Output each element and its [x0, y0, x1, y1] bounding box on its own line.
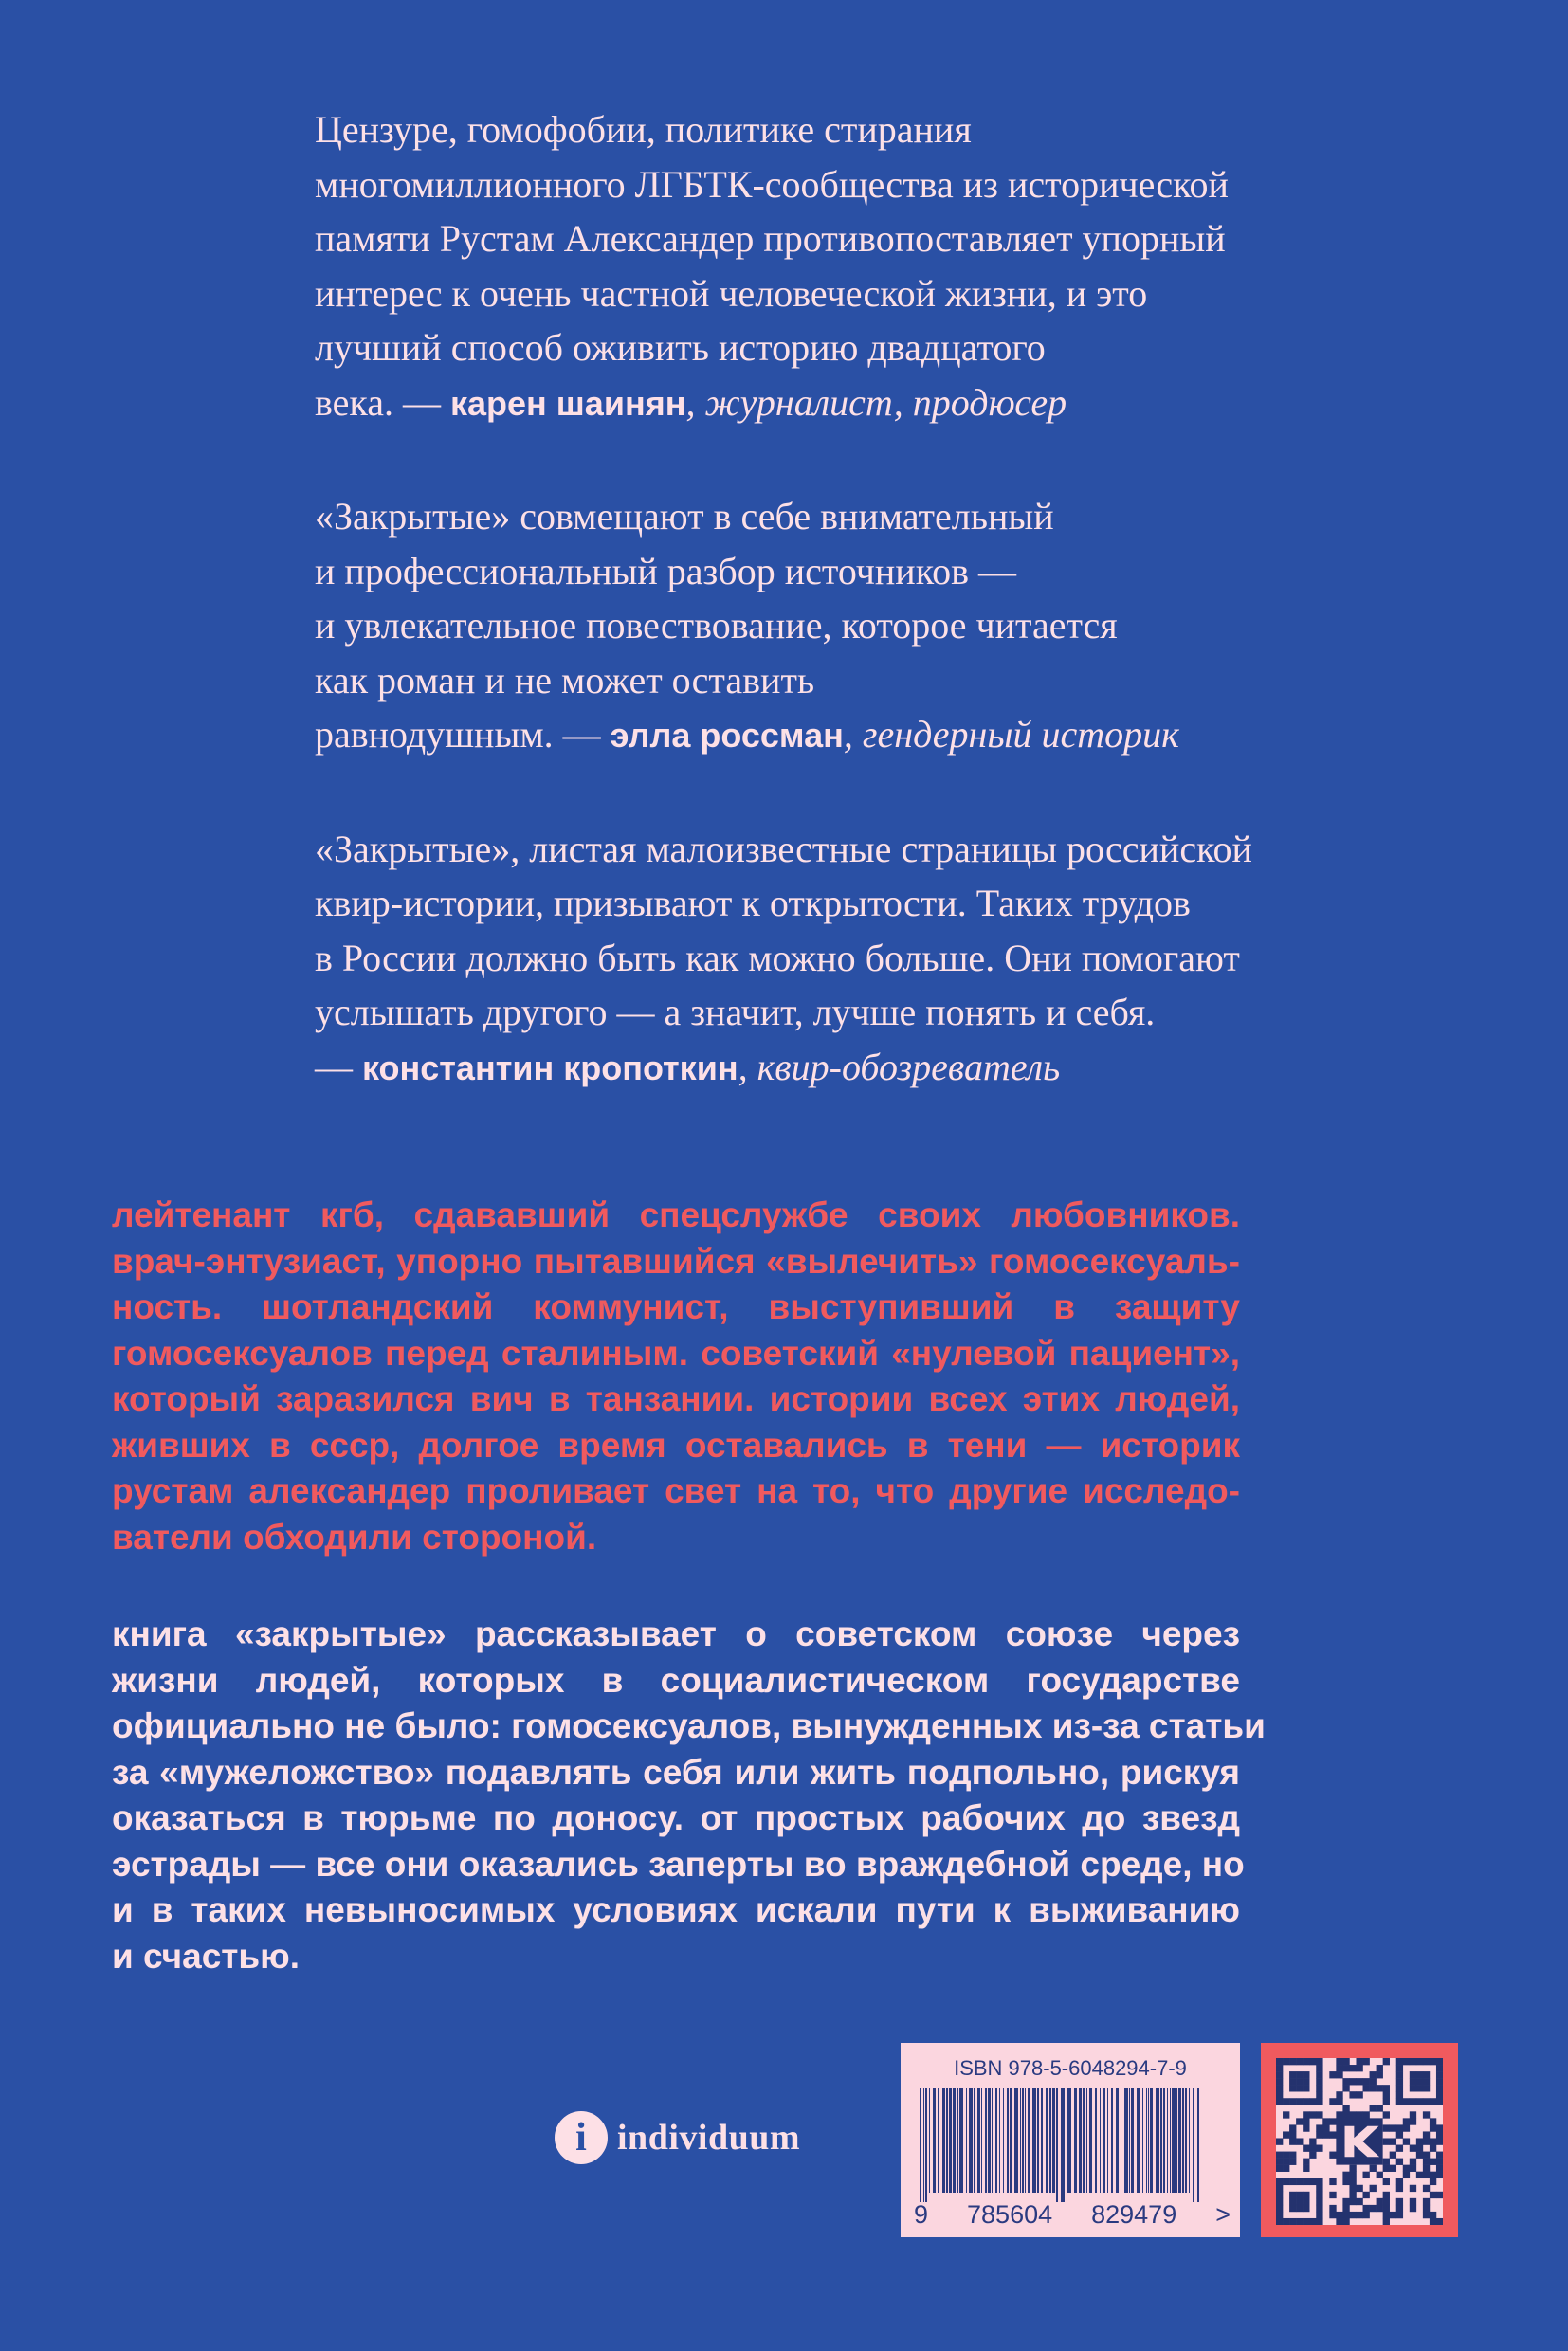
- blurb-line: и счастью.: [112, 1936, 301, 1976]
- quote-line: квир-истории, призывают к открытости. Таких трудов: [315, 882, 1191, 924]
- barcode-bar: [942, 2088, 945, 2193]
- barcode-bar: [1172, 2088, 1176, 2193]
- blurb-line: ность. шотландский коммунист, выступивший в защиту: [112, 1287, 1240, 1326]
- barcode: [901, 2043, 1240, 2237]
- barcode-bar: [1129, 2088, 1130, 2193]
- barcode-bar: [938, 2088, 939, 2193]
- barcode-bar: [923, 2088, 924, 2202]
- quote-author: карен шаинян: [450, 383, 686, 423]
- blurb-line: лейтенант кгб, сдававший спецслужбе своих любовников.: [112, 1195, 1240, 1234]
- qr-code-pattern-icon: [1276, 2058, 1443, 2225]
- quote-1: [315, 102, 1490, 430]
- barcode-bar: [977, 2088, 980, 2193]
- blurb-pink: [112, 1612, 1266, 1979]
- barcode-bars-icon: [914, 2088, 1208, 2202]
- barcode-bar: [1079, 2088, 1082, 2193]
- barcode-bar: [1185, 2088, 1187, 2193]
- blurb-line: который заразился вич в танзании. истории всех этих людей,: [112, 1379, 1240, 1418]
- barcode-bar: [1052, 2088, 1055, 2193]
- quote-author: константин кропоткин: [362, 1048, 738, 1087]
- barcode-bar: [1189, 2088, 1190, 2193]
- blurb-line: за «мужеложство» подавлять себя или жить подпольно, рискуя: [112, 1752, 1240, 1792]
- quote-line: и увлекательное повествование, которое читается: [315, 604, 1118, 647]
- publisher-name: individuum: [617, 2118, 800, 2158]
- barcode-bar: [1032, 2088, 1036, 2193]
- isbn-label: ISBN 978-5-6048294-7-9: [954, 2056, 1187, 2080]
- barcode-bar: [925, 2088, 927, 2202]
- barcode-bar: [988, 2088, 991, 2193]
- barcode-bar: [1103, 2088, 1105, 2193]
- blurb-line: живших в ссср, долгое время оставались в тени — историк: [112, 1425, 1240, 1465]
- barcode-bar: [969, 2088, 973, 2193]
- barcode-bar: [933, 2088, 936, 2193]
- barcode-bar: [999, 2088, 1000, 2193]
- barcode-bar: [1193, 2088, 1194, 2202]
- quote-line: как роман и не может оставить: [315, 658, 815, 702]
- barcode-bar: [1107, 2088, 1108, 2193]
- quote-line: в России должно быть как можно больше. Они помогают: [315, 936, 1240, 979]
- barcode-bar: [1131, 2088, 1134, 2193]
- quote-line-prefix: —: [315, 1045, 362, 1088]
- quote-3: [315, 822, 1490, 1096]
- barcode-bar: [1041, 2088, 1043, 2193]
- barcode-bar: [1086, 2088, 1087, 2193]
- barcode-bar: [1010, 2088, 1012, 2193]
- blurb-line: жизни людей, которых в социалистическом государстве: [112, 1660, 1240, 1700]
- barcode-digit-group: 9: [914, 2200, 929, 2229]
- barcode-bar: [959, 2088, 963, 2193]
- barcode-bar: [995, 2088, 997, 2193]
- barcode-bar: [1061, 2088, 1065, 2202]
- barcode-bar: [966, 2088, 967, 2193]
- barcode-bar: [953, 2088, 956, 2193]
- barcode-bar: [929, 2088, 930, 2193]
- barcode-bar: [1037, 2088, 1039, 2193]
- barcode-digit-group: >: [1215, 2200, 1231, 2229]
- barcode-bar: [985, 2088, 987, 2193]
- qr-code-icon: [1261, 2043, 1458, 2237]
- barcode-bar: [1170, 2088, 1171, 2193]
- barcode-bar: [1083, 2088, 1085, 2193]
- quote-role: , гендерный историк: [843, 713, 1179, 756]
- barcode-bar: [1020, 2088, 1021, 2193]
- barcode-bar: [1146, 2088, 1147, 2193]
- blurb-line: книга «закрытые» рассказывает о советском союзе через: [112, 1614, 1240, 1653]
- barcode-digit-group: 829479: [1091, 2200, 1177, 2229]
- blurb-line: официально не было: гомосексуалов, вынужденных из-за статьи: [112, 1706, 1266, 1745]
- quote-2: [315, 489, 1490, 763]
- blurb-line: эстрады — все они оказались заперты во враждебной среде, но: [112, 1844, 1245, 1884]
- barcode-bar: [992, 2088, 993, 2193]
- barcode-bar: [1124, 2088, 1128, 2193]
- barcode-bar: [1111, 2088, 1113, 2193]
- barcode-bar: [981, 2088, 982, 2193]
- barcode-bar: [1142, 2088, 1143, 2193]
- quote-attribution: [315, 375, 1490, 431]
- barcode-bar: [1148, 2088, 1149, 2193]
- barcode-bar: [1167, 2088, 1168, 2193]
- quotes-section: [315, 102, 1490, 1154]
- quote-line: и профессиональный разбор источников —: [315, 549, 1016, 592]
- quote-line: интерес к очень частной человеческой жизни, и это: [315, 271, 1148, 315]
- barcode-bar: [1137, 2088, 1140, 2193]
- blurb-line: оказаться в тюрьме по доносу. от простых рабочих до звезд: [112, 1798, 1240, 1837]
- barcode-bar: [920, 2088, 921, 2202]
- barcode-bar: [974, 2088, 975, 2193]
- barcode-bar: [1067, 2088, 1071, 2193]
- blurb-red: [112, 1193, 1240, 1560]
- quote-line: «Закрытые» совмещают в себе внимательный: [315, 495, 1054, 538]
- barcode-bar: [1176, 2088, 1177, 2193]
- quote-line: услышать другого — а значит, лучше понять и себя.: [315, 991, 1156, 1033]
- blurb-line: ватели обходили стороной.: [112, 1517, 597, 1557]
- quote-line: лучший способ оживить историю двадцатого: [315, 326, 1046, 369]
- individuum-logo-icon: i: [555, 2111, 608, 2164]
- barcode-bar: [1074, 2088, 1077, 2193]
- barcode-bar: [1197, 2088, 1199, 2202]
- publisher-logo: [555, 2109, 800, 2166]
- barcode-bar: [949, 2088, 952, 2193]
- barcode-bar: [957, 2088, 958, 2193]
- barcode-bar: [1028, 2088, 1030, 2193]
- quote-line-prefix: века. —: [315, 380, 450, 424]
- barcode-digits: [914, 2200, 1231, 2230]
- quote-line: многомиллионного ЛГБТК-сообщества из исторической: [315, 162, 1229, 206]
- quote-role: , журналист, продюсер: [685, 380, 1067, 424]
- barcode-bar: [1163, 2088, 1165, 2193]
- blurb-line: рустам александер проливает свет на то, что другие исследо-: [112, 1471, 1240, 1510]
- quote-role: , квир-обозреватель: [738, 1045, 1061, 1088]
- quote-line: «Закрытые», листая малоизвестные страницы российской: [315, 827, 1252, 870]
- barcode-bar: [1182, 2088, 1184, 2193]
- barcode-bar: [1025, 2088, 1026, 2193]
- barcode-bar: [946, 2088, 948, 2193]
- barcode-bar: [1150, 2088, 1153, 2193]
- blurb-line: и в таких невыносимых условиях искали пути к выживанию: [112, 1890, 1240, 1929]
- barcode-bar: [1022, 2088, 1024, 2193]
- quote-line: памяти Рустам Александер противопоставляет упорный: [315, 217, 1226, 260]
- barcode-bar: [1160, 2088, 1162, 2193]
- barcode-bar: [1056, 2088, 1058, 2202]
- barcode-digit-group: 785604: [967, 2200, 1053, 2229]
- quote-attribution: [315, 1040, 1490, 1096]
- barcode-bar: [1014, 2088, 1018, 2193]
- barcode-bar: [1046, 2088, 1048, 2193]
- barcode-bar: [1089, 2088, 1092, 2193]
- quote-author: элла россман: [610, 716, 844, 755]
- quote-attribution: [315, 707, 1490, 763]
- barcode-bar: [1116, 2088, 1119, 2193]
- barcode-bar: [1178, 2088, 1181, 2193]
- blurb-line: гомосексуалов перед сталиным. советский «нулевой пациент»,: [112, 1333, 1240, 1373]
- barcode-bar: [1003, 2088, 1004, 2193]
- blurb-line: врач-энтузиаст, упорно пытавшийся «вылечить» гомосексуаль-: [112, 1241, 1240, 1281]
- quote-line-prefix: равнодушным. —: [315, 713, 611, 756]
- barcode-bar: [1007, 2088, 1009, 2193]
- barcode-bar: [1100, 2088, 1101, 2193]
- quote-line: Цензуре, гомофобии, политике стирания: [315, 108, 972, 151]
- barcode-bar: [1049, 2088, 1051, 2193]
- barcode-bar: [1156, 2088, 1159, 2193]
- barcode-bar: [1095, 2088, 1097, 2193]
